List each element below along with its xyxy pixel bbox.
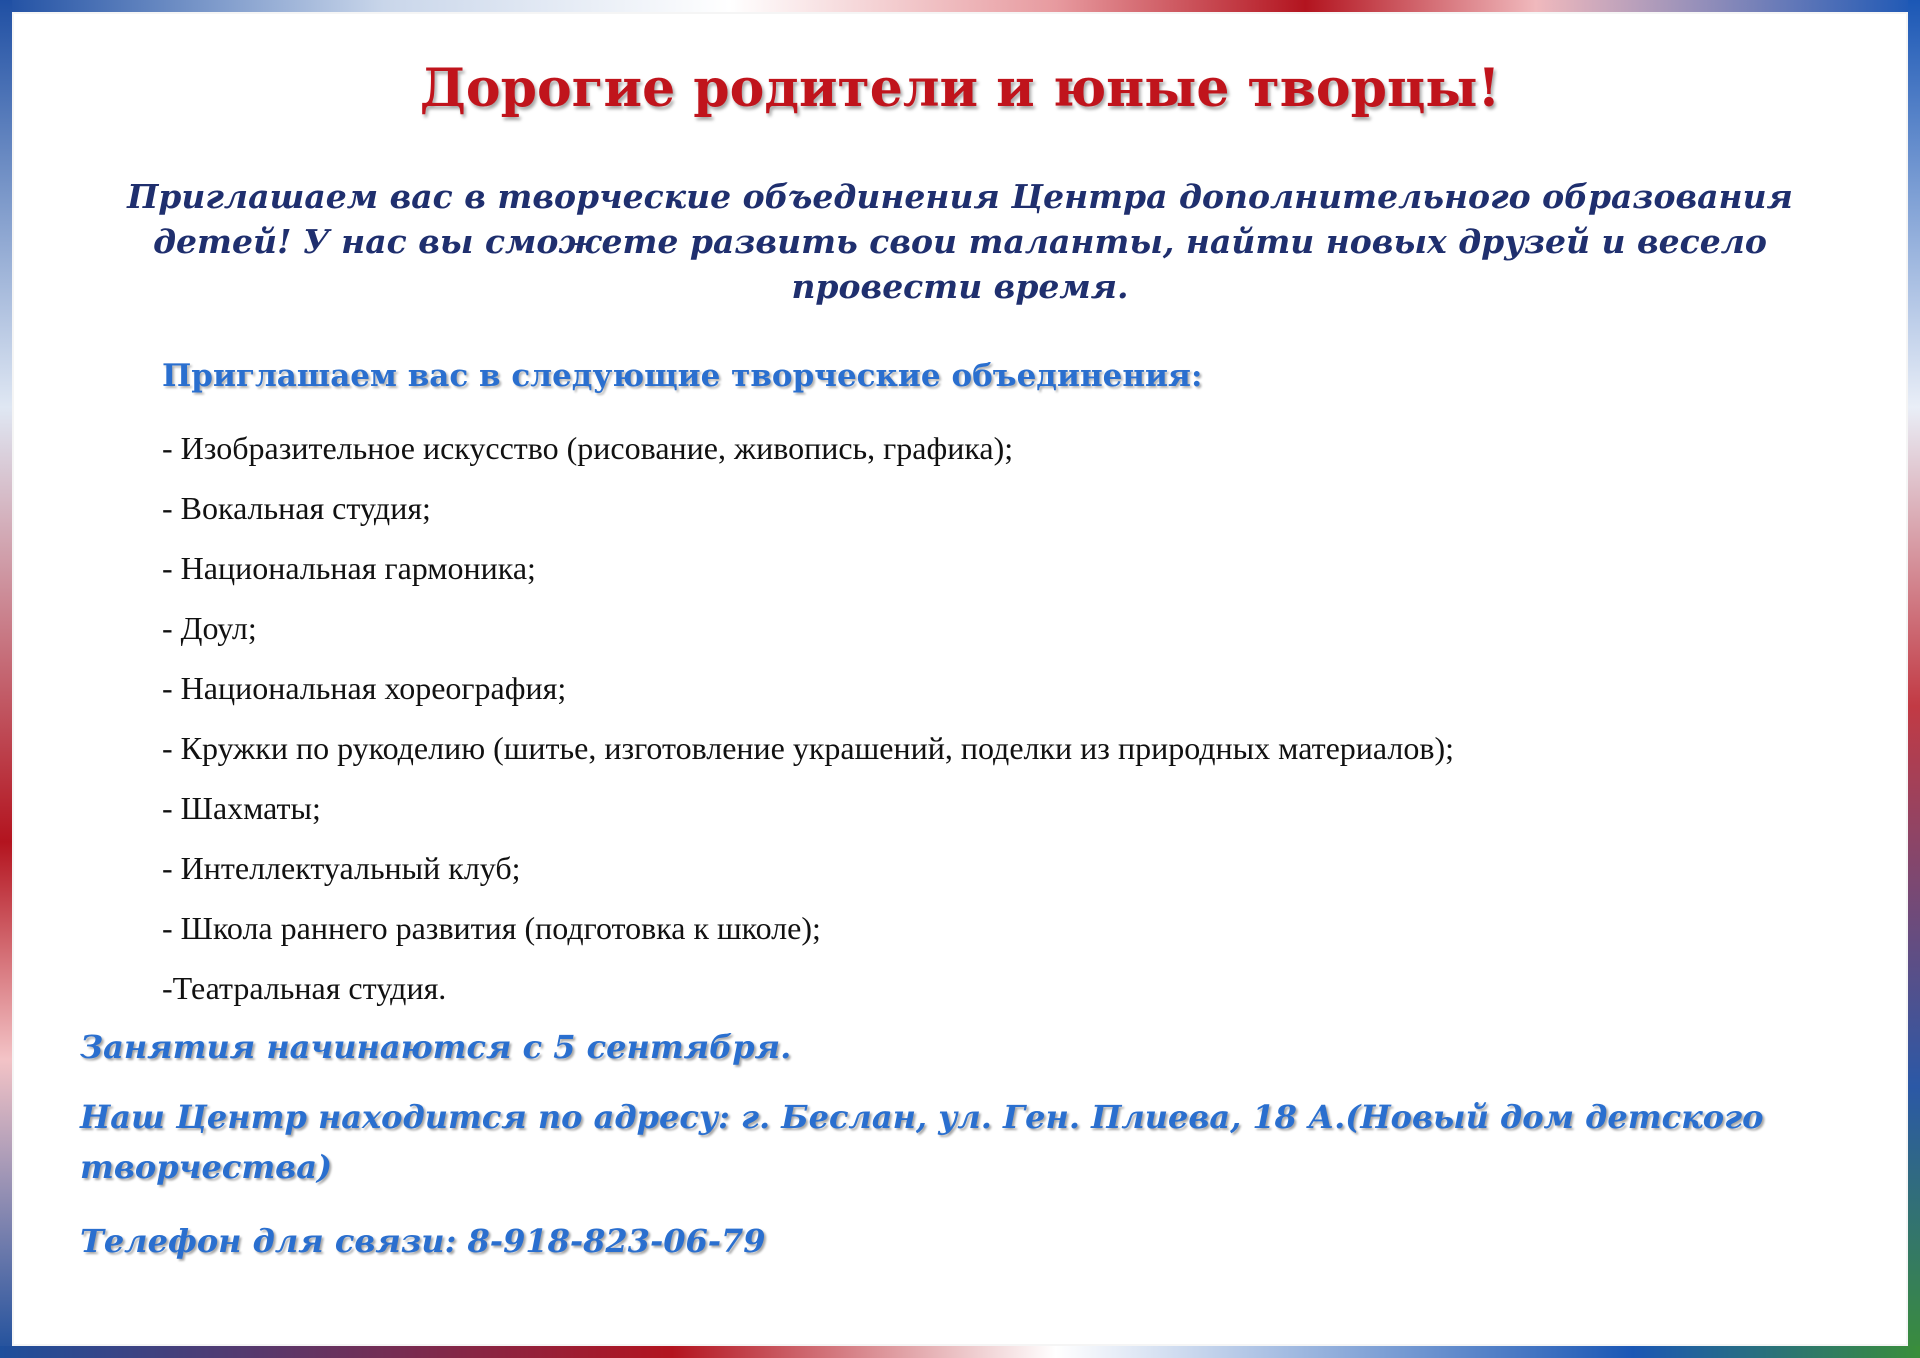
list-item: -Театральная студия. [162, 970, 447, 1006]
page-title: Дорогие родители и юные творцы! [419, 58, 1501, 119]
start-date-text: Занятия начинаются с 5 сентября. [80, 1028, 792, 1066]
border-right [1908, 0, 1920, 1358]
list-item: - Изобразительное искусство (рисование, живопись, графика); [162, 430, 1014, 466]
list-item: - Кружки по рукоделию (шитье, изготовление украшений, поделки из природных материалов); [162, 730, 1454, 766]
intro-text: Приглашаем вас в творческие объединения Центра дополнительного образования детей! У нас вы сможете развить свои таланты, найти новых друзей и весело провести время. [127, 177, 1793, 306]
phone-text: Телефон для связи: 8-918-823-06-79 [80, 1222, 766, 1260]
list-heading: Приглашаем вас в следующие творческие объединения: [162, 358, 1203, 394]
list-item: - Шахматы; [162, 790, 321, 826]
border-left [0, 0, 12, 1358]
list-item: - Национальная хореография; [162, 670, 567, 706]
address-text: Наш Центр находится по адресу: г. Беслан, ул. Ген. Плиева, 18 А.(Новый дом детского творчества) [80, 1098, 1764, 1186]
list-item: - Школа раннего развития (подготовка к школе); [162, 910, 821, 946]
activities-list [162, 424, 1454, 1024]
list-item: - Вокальная студия; [162, 490, 431, 526]
poster-frame [12, 12, 1908, 1346]
border-bottom [0, 1346, 1920, 1358]
list-item: - Интеллектуальный клуб; [162, 850, 521, 886]
list-item: - Доул; [162, 610, 257, 646]
list-item: - Национальная гармоника; [162, 550, 536, 586]
